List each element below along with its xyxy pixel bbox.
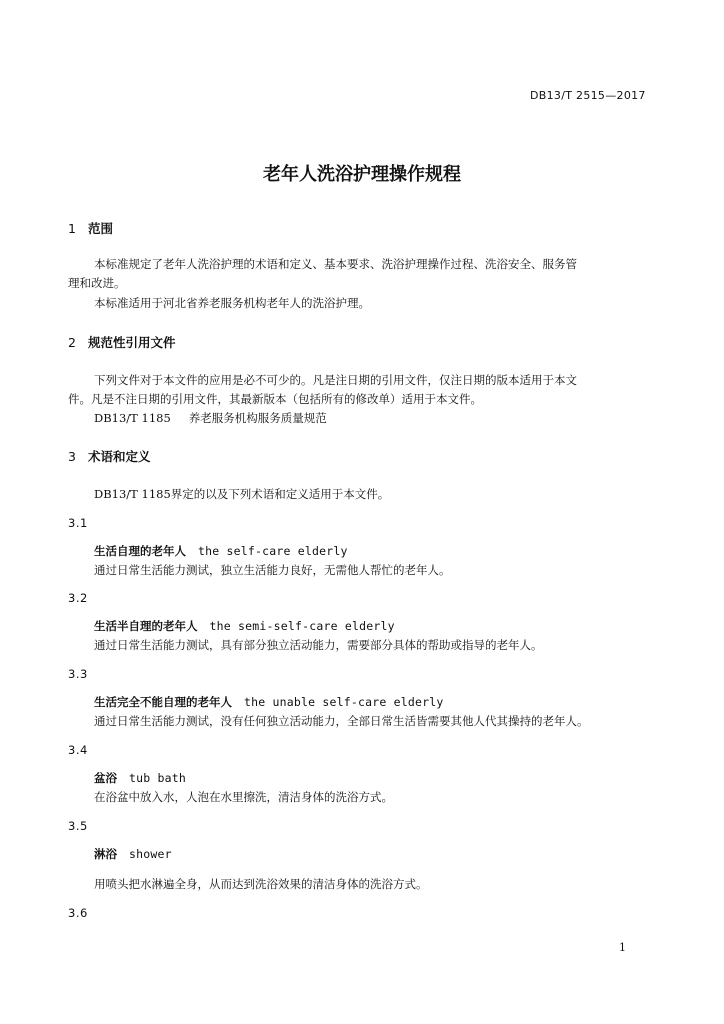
reference-title: 养老服务机构服务质量规范 xyxy=(188,411,327,425)
term-name-cn: 生活自理的老年人 xyxy=(94,544,186,558)
term-name-cn: 生活半自理的老年人 xyxy=(94,619,198,633)
term-name-cn: 盆浴 xyxy=(94,771,117,785)
section-number: 1 xyxy=(68,221,76,236)
reference-code: DB13/T 1185 xyxy=(94,411,171,425)
term-definition: 通过日常生活能力测试，没有任何独立活动能力，全部日常生活皆需要其他人代其操持的老年人。 xyxy=(94,714,589,728)
section-1-para-1-line-1: 本标准规定了老年人洗浴护理的术语和定义、基本要求、洗浴护理操作过程、洗浴安全、服务管 xyxy=(94,257,577,271)
term-name-en: shower xyxy=(129,847,172,861)
term-number: 3.2 xyxy=(68,591,88,605)
section-3-intro: DB13/T 1185界定的以及下列术语和定义适用于本文件。 xyxy=(94,487,390,501)
term-number: 3.5 xyxy=(68,819,88,833)
term-name-en: the unable self-care elderly xyxy=(244,695,444,709)
normative-reference xyxy=(94,410,327,426)
term-number: 3.3 xyxy=(68,667,88,681)
term-name xyxy=(94,543,348,559)
section-title: 范围 xyxy=(88,221,114,236)
term-name-en: the semi-self-care elderly xyxy=(209,619,395,633)
section-2-para-1-line-1: 下列文件对于本文件的应用是必不可少的。凡是注日期的引用文件，仅注日期的版本适用于本文 xyxy=(94,373,577,387)
standard-code: DB13/T 2515—2017 xyxy=(530,89,646,102)
term-name xyxy=(94,618,395,634)
term-name xyxy=(94,694,443,710)
term-name-cn: 生活完全不能自理的老年人 xyxy=(94,695,232,709)
section-title: 规范性引用文件 xyxy=(88,335,176,350)
section-1-para-2: 本标准适用于河北省养老服务机构老年人的洗浴护理。 xyxy=(94,296,370,310)
section-number: 3 xyxy=(68,449,76,464)
section-3-heading xyxy=(68,447,151,465)
term-name-en: the self-care elderly xyxy=(198,544,348,558)
term-name xyxy=(94,770,186,786)
term-name xyxy=(94,846,172,862)
section-2-para-1-line-2: 件。凡是不注日期的引用文件，其最新版本（包括所有的修改单）适用于本文件。 xyxy=(68,392,482,406)
section-title: 术语和定义 xyxy=(88,449,151,464)
section-2-heading xyxy=(68,333,176,351)
term-definition: 通过日常生活能力测试，具有部分独立活动能力，需要部分具体的帮助或指导的老年人。 xyxy=(94,638,543,652)
section-number: 2 xyxy=(68,335,76,350)
term-number: 3.6 xyxy=(68,906,88,920)
section-1-heading xyxy=(68,219,113,237)
term-number: 3.4 xyxy=(68,743,88,757)
term-definition: 在浴盆中放入水，人泡在水里擦洗，清洁身体的洗浴方式。 xyxy=(94,790,393,804)
term-definition: 通过日常生活能力测试，独立生活能力良好，无需他人帮忙的老年人。 xyxy=(94,563,451,577)
section-1-para-1-line-2: 理和改进。 xyxy=(68,276,126,290)
document-title: 老年人洗浴护理操作规程 xyxy=(263,164,461,185)
page-number: 1 xyxy=(619,941,626,954)
term-number: 3.1 xyxy=(68,516,88,530)
term-name-en: tub bath xyxy=(129,771,186,785)
term-name-cn: 淋浴 xyxy=(94,847,117,861)
term-definition: 用喷头把水淋遍全身，从而达到洗浴效果的清洁身体的洗浴方式。 xyxy=(94,877,428,891)
